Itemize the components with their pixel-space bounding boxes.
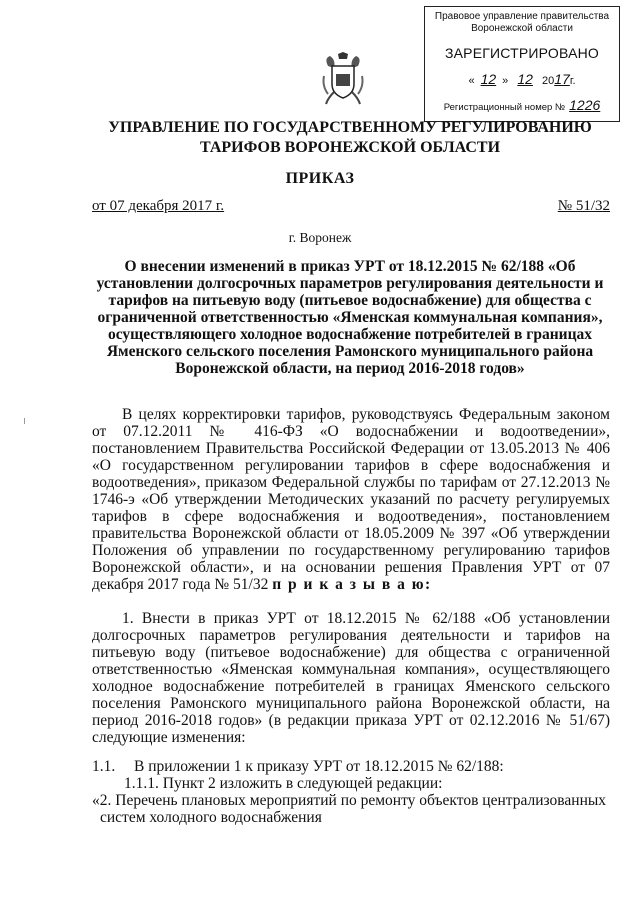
stamp-reg-number: 1226 <box>569 97 601 113</box>
organization-name-line1: УПРАВЛЕНИЕ ПО ГОСУДАРСТВЕННОМУ РЕГУЛИРОВАНИЮ <box>108 119 592 136</box>
stamp-org-line1: Правовое управление правительства <box>434 11 610 22</box>
item-1-paragraph: 1. Внести в приказ УРТ от 18.12.2015 № 62/188 «Об установлении долгосрочных параметров регулирования деятельности и тарифов на питьевую воду (питьевое водоснабжение) для общества с ограниченной ответственностью «Яменская коммунальная компания», осуществляющего холодное водоснабжение потребителей в границах Яменского сельского поселения Рамонского муниципального района Воронежской области, на период 2016-2018 годов» (в редакции приказа УРТ от 02.12.2016 № 51/67) следующие изменения: <box>92 610 610 746</box>
quote-line2: систем холодного водоснабжения <box>100 809 322 826</box>
item-1-1-paragraph <box>92 758 610 775</box>
stamp-reg-label: Регистрационный номер № <box>443 102 566 113</box>
preamble-text: В целях корректировки тарифов, руководствуясь Федеральным законом от 07.12.2011 № 416-ФЗ «О водоснабжении и водоотведении», постановлением Правительства Российской Федерации от 13.05.2013 № 406 «О государственном регулировании тарифов в сфере водоснабжения и водоотведения», приказом Федеральной службы по тарифам от 27.12.2013 № 1746-э «Об утверждении Методических указаний по расчету регулируемых тарифов в сфере водоснабжения и водоотведения», постановлением правительства Воронежской области от 18.05.2009 № 397 «Об утверждении Положения об управлении по государственному регулированию тарифов Воронежской области», и на основании решения Правления УРТ от 07 декабря 2017 года № 51/32 <box>92 406 610 593</box>
city: г. Воронеж <box>288 230 352 245</box>
quote-paragraph <box>92 792 610 826</box>
stamp-year-prefix: 20 <box>541 75 555 87</box>
order-number: № 51/32 <box>557 198 610 214</box>
stamp-status: ЗАРЕГИСТРИРОВАНО <box>444 45 600 61</box>
stamp-month: 12 <box>517 71 533 87</box>
document-type: ПРИКАЗ <box>285 170 355 187</box>
stamp-date: « 12 » 12 2017г. <box>468 71 576 87</box>
item-1-1-1-paragraph: 1.1.1. Пункт 2 изложить в следующей редакции: <box>124 775 443 792</box>
margin-mark <box>24 418 25 424</box>
stamp-org-line2: Воронежской области <box>471 23 573 34</box>
stamp-year-suffix: 17 <box>554 71 570 87</box>
organization-name-line2: ТАРИФОВ ВОРОНЕЖСКОЙ ОБЛАСТИ <box>199 139 501 156</box>
order-date: от 07 декабря 2017 г. <box>92 198 225 214</box>
order-word: п р и к а з ы в а ю: <box>272 576 432 593</box>
stamp-org <box>425 11 619 35</box>
item-1-1-label: 1.1. <box>92 758 116 775</box>
quote-line1: «2. Перечень плановых мероприятий по ремонту объектов централизованных <box>92 792 607 809</box>
registration-stamp <box>424 6 620 122</box>
coat-of-arms-icon <box>320 52 366 106</box>
order-subject: О внесении изменений в приказ УРТ от 18.12.2015 № 62/188 «Об установлении долгосрочных параметров регулирования деятельности и тарифов на питьевую воду (питьевое водоснабжение) для общества с ограниченной ответственностью «Яменская коммунальная компания», осуществляющего холодное водоснабжение потребителей в границах Яменского сельского поселения Рамонского муниципального района Воронежской области, на период 2016-2018 годов» <box>96 258 604 377</box>
stamp-day: 12 <box>480 71 497 87</box>
preamble-paragraph <box>92 406 610 593</box>
item-1-1-text: В приложении 1 к приказу УРТ от 18.12.2015 № 62/188: <box>134 758 504 775</box>
stamp-reg <box>425 97 619 113</box>
